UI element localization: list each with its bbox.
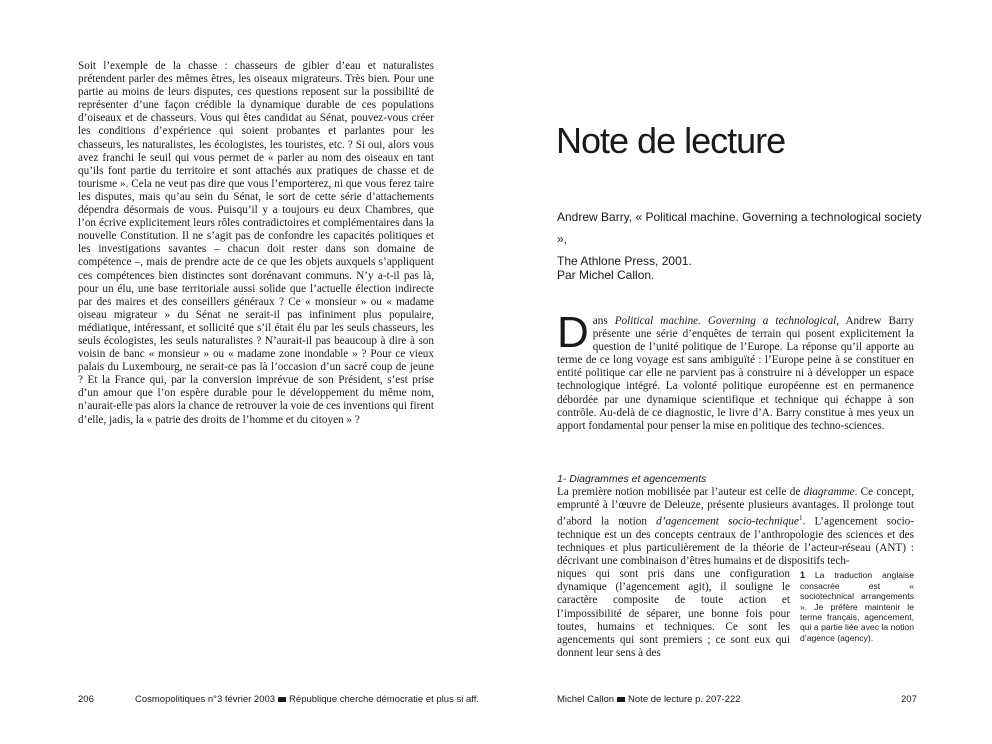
intro-text-pre: ans [592, 315, 615, 327]
intro-book-title: Political machine. Governing a technological [614, 315, 837, 327]
footer-author: Michel Callon [557, 694, 615, 705]
right-footer-running-head [557, 694, 741, 705]
section-heading: 1- Diagrammes et agencements [557, 473, 707, 485]
body-text-b: . Ce concept, emprunté à l’œuvre de Deleuze, présente plusieurs avantages. Il prolonge tout d’abord la notion [557, 486, 915, 528]
body-text-a: La première notion mobilisée par l’auteur est celle de [557, 486, 804, 498]
footer-journal: Cosmopolitiques n°3 février 2003 [135, 694, 276, 705]
book-reference [557, 206, 927, 272]
left-footer-running-head [135, 694, 479, 705]
drop-cap: D [557, 308, 589, 357]
body-text-column: niques qui sont pris dans une configuration dynamique (l’agencement agit), il souligne le caractère composite de toute action et l’impossibilité de séparer, une bonne fois pour toutes, humains et techniques. Ce sont les agencements qui sont premiers ; ce sont eux qui donnent leur sens à des [557, 568, 790, 659]
intro-paragraph [557, 308, 914, 433]
section-body [557, 486, 914, 660]
book-reference-line-1: Andrew Barry, « Political machine. Governing a technological society », [557, 210, 922, 246]
footnote [800, 570, 914, 643]
right-page [496, 0, 992, 744]
footnote-text: La traduction anglaise consacrée est « sociotechnical arrangements ». Je préfère maintenir le terme français, agencement, qui a partie liée avec la notion d’agence (agency). [800, 570, 914, 643]
footnote-mark: 1 [800, 570, 806, 581]
body-italic-agencement: d’agencement socio-technique [656, 515, 799, 528]
review-author: Par Michel Callon. [557, 268, 655, 282]
footnote-reference[interactable]: 1 [798, 514, 803, 523]
body-text-c: . L’agencement socio-technique est un des concepts centraux de l’anthropologie des sciences et des techniques et plus particulièrement de la théorie de l’acteur-réseau (ANT) : décrivant une combinaison d’êtres humains et de dispositifs tech- [557, 515, 914, 568]
square-bullet-icon [278, 697, 286, 702]
footer-pages: Note de lecture p. 207-222 [628, 694, 741, 705]
book-reference-line-2: The Athlone Press, 2001. [557, 254, 692, 268]
body-italic-diagramme: diagramme [803, 486, 855, 498]
page-title: Note de lecture [556, 120, 786, 161]
right-page-number: 207 [901, 694, 917, 705]
intro-text: , Andrew Barry présente une série d’enquêtes de terrain qui posent explicitement la question de l’unité politique de l’Europe. La réponse qu’il apporte au terme de ce long voyage est sans ambiguïté : l’Europe peine à se constituer en entité politique car elle ne parvient pas à construire ni à développer un espace technologique intégré. La volonté politique européenne est en permanence débordée par une dynamique scientifique et technique qui échappe à son contrôle. Au-delà de ce diagnostic, le livre d’A. Barry constitue à mes yeux un apport fondamental pour penser la mise en politique des techno-sciences. [557, 315, 914, 432]
footer-issue: République cherche démocratie et plus si aff. [289, 694, 479, 705]
left-page-number: 206 [78, 694, 94, 705]
square-bullet-icon [617, 697, 625, 702]
left-page-body: Soit l’exemple de la chasse : chasseurs de gibier d’eau et naturalistes prétendent parler des mêmes êtres, les oiseaux migrateurs. Très bien. Pour une partie au moins de leurs disputes, ces questions reposent sur la possibilité de représenter d’une façon crédible la dynamique durable de ces populations d’oiseaux et de chasseurs. Vous qui êtes candidat au Sénat, pouvez-vous créer les conditions d’expérience qui soient probantes et parlantes pour les chasseurs, les naturalistes, les écologistes, les touristes, etc. ? Si oui, alors vous avez franchi le seuil qui vous permet de « parler au nom des oiseaux en tant qu’ils font partie du territoire et sont attachés aux pratiques de chasse et de tourisme ». Cela ne veut pas dire que vous l’emporterez, ni que vous ferez taire les disputes, mais qu’au sein du Sénat, le sort de cette série d’attachements dépendra désormais de vous. Puisqu’il y a toujours eu deux Chambres, que l’on écrive explicitement leurs rôles contradictoires et complémentaires dans la nouvelle Constitution. Il ne s’agit pas de confondre les capacités politiques et les investigations savantes – chacun doit rester dans son domaine de compétence –, mais de prendre acte de ce que les objets auxquels s’appliquent ces compétences bien distinctes sont dorénavant communs. N’y a-t-il pas là, pour un élu, une base territoriale aussi solide que l’actuelle élection indirecte par des maires et des conseillers généraux ? Ce « monsieur » ou « madame oiseau migrateur » du Sénat ne serait-il pas infiniment plus populaire, médiatique, intéressant, et sollicité que s’il était élu par les seuls chasseurs, les seuls écologistes, les seuls naturalistes ? N’aurait-il pas beaucoup à dire à son voisin de banc « monsieur » ou « madame zone inondable » ? Pour ce vieux palais du Luxembourg, ne serait-ce pas là l’occasion d’un sacré coup de jeune ? Et la France qui, par la conversion imprévue de son Président, s’est prise d’un amour que l’on espère durable pour le développement du même nom, n’aurait-elle pas alors la chance de retrouver la voie de ces inventions qui firent d’elle, jadis, la « patrie des droits de l’homme et du citoyen » ? [78, 60, 434, 426]
